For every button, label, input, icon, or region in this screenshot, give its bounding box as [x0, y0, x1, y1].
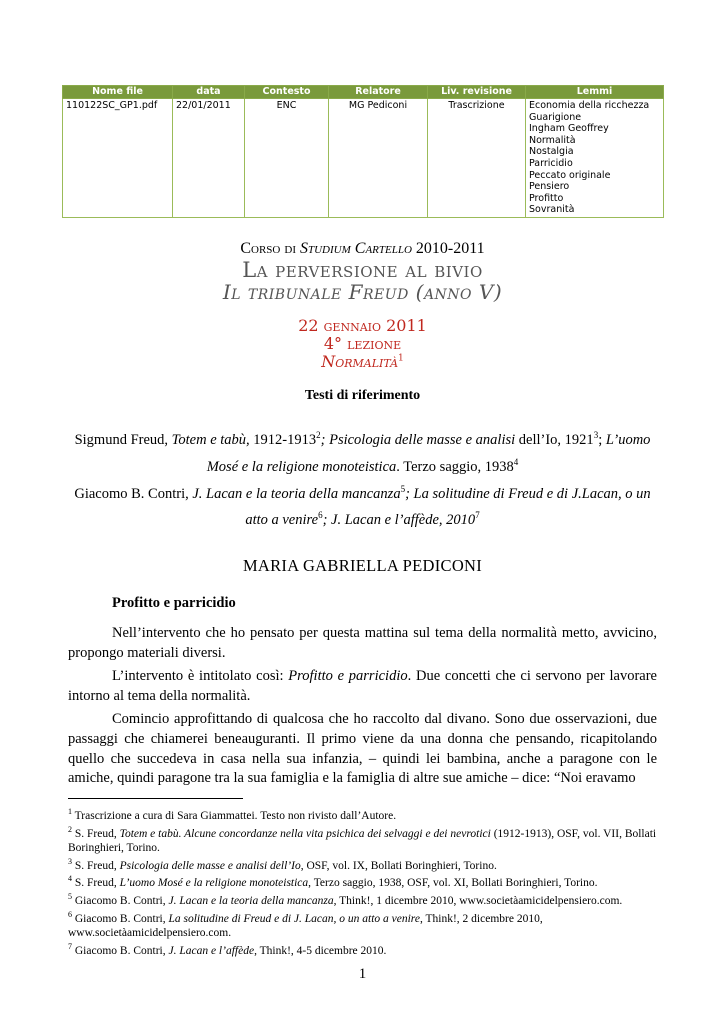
cell-file: 110122SC_GP1.pdf [63, 99, 173, 218]
col-header-relatore: Relatore [329, 86, 428, 99]
references-block [70, 424, 655, 531]
footnote: $^1$ Trascrizione a cura di Sara Giammattei. Testo non rivisto dall’Autore. [68, 807, 397, 822]
lemma-item: Parricidio [529, 157, 573, 169]
lemma-item: Pensiero [529, 181, 570, 193]
footnote: $^7$ Giacomo B. Contri, J. Lacan e l’affède, Think!, 4-5 dicembre 2010. [68, 941, 387, 957]
footnote-ref: 1 [398, 353, 404, 364]
course-line: Corso di Studium Cartello 2010-2011 [240, 240, 485, 257]
cell-lemmi [526, 99, 664, 218]
footnote-divider [68, 798, 243, 799]
author-name: MARIA GABRIELLA PEDICONI [242, 556, 483, 575]
section-title: Profitto e parricidio [112, 595, 236, 611]
lesson-date: 22 gennaio 2011 [298, 316, 427, 335]
page-number: 1 [358, 966, 367, 982]
footnote: $^5$ Giacomo B. Contri, J. Lacan e la teoria della mancanza, Think!, 1 dicembre 2010, www.societàamicidelpensiero.com. [68, 892, 623, 908]
footnote: $^3$ S. Freud, Psicologia delle masse e analisi dell’Io, OSF, vol. IX, Bollati Boringhieri, Torino. [68, 856, 497, 872]
paragraph: Nell’intervento che ho pensato per questa mattina sul tema della normalità metto, avvicino, propongo materiali diversi. [68, 625, 657, 661]
footnote: $^6$ Giacomo B. Contri, La solitudine di Freud e di J. Lacan, o un atto a venire, Think!, 2 dicembre 2010, www.societàamicidelpensiero.com. [68, 910, 543, 939]
page-subtitle: Il tribunale Freud (anno V) [222, 280, 503, 304]
lemma-item: Profitto [529, 192, 564, 204]
reference-contri: Giacomo B. Contri, J. Lacan e la teoria della mancanza$^5$; La solitudine di Freud e di J.Lacan, o un atto a venire$^6$; J. Lacan e l’affède, 2010$^7$ [74, 483, 651, 529]
col-header-contesto: Contesto [245, 86, 329, 99]
lemma-item: Guarigione [529, 111, 582, 123]
lemma-item: Normalità [529, 134, 576, 146]
cell-context: ENC [245, 99, 329, 218]
cell-date: 22/01/2011 [173, 99, 245, 218]
lemma-item: Peccato originale [529, 169, 611, 181]
footnote: $^2$ S. Freud, Totem e tabù. Alcune concordanze nella vita psichica dei selvaggi e dei nevrotici (1912-1913), OSF, vol. VII, Bollati Boringhieri, Torino. [68, 824, 657, 854]
footnote: $^4$ S. Freud, L’uomo Mosé e la religione monoteistica, Terzo saggio, 1938, OSF, vol. XI, Bollati Boringhieri, Torino. [68, 874, 598, 890]
col-header-lemmi: Lemmi [526, 86, 664, 99]
table-header-row [63, 86, 664, 99]
paragraph: L’intervento è intitolato così: Profitto e parricidio. Due concetti che ci servono per lavorare intorno al tema della normalità. [68, 668, 657, 704]
metadata-table [62, 85, 664, 218]
lemma-item: Ingham Geoffrey [529, 123, 609, 135]
body-text [68, 624, 657, 789]
page-title: La perversione al bivio [242, 258, 483, 282]
col-header-revisione: Liv. revisione [428, 86, 526, 99]
col-header-data: data [173, 86, 245, 99]
col-header-nome-file: Nome file [63, 86, 173, 99]
lesson-number: 4° lezione [323, 334, 402, 353]
references-heading: Testi di riferimento [304, 388, 421, 403]
paragraph: Comincio approfittando di qualcosa che ho raccolto dal divano. Sono due osservazioni, due passaggi che chiamerei beneauguranti. Il primo viene da una donna che pensando, ricapitolando quello che succedeva in casa nella sua infanzia, – quindi lei bambina, anche a paragone con le amiche, quindi paragone tra la sua famiglia e la famiglia di altre sue amiche – dice: “Noi eravamo [68, 711, 657, 787]
reference-freud: Sigmund Freud, Totem e tabù, 1912-1913$^2$; Psicologia delle masse e analisi dell’Io, 1921$^3$; L’uomo Mosé e la religione monoteistica. Terzo saggio, 1938$^4$ [74, 430, 651, 475]
lesson-topic: Normalità$^1$ [321, 352, 404, 371]
cell-revision: Trascrizione [428, 99, 526, 218]
lemma-item: Economia della ricchezza [529, 100, 650, 111]
table-row [63, 99, 664, 218]
lemma-item: Nostalgia [529, 146, 574, 158]
footnotes [68, 805, 660, 958]
cell-speaker: MG Pediconi [329, 99, 428, 218]
lemma-item: Sovranità [529, 204, 575, 216]
